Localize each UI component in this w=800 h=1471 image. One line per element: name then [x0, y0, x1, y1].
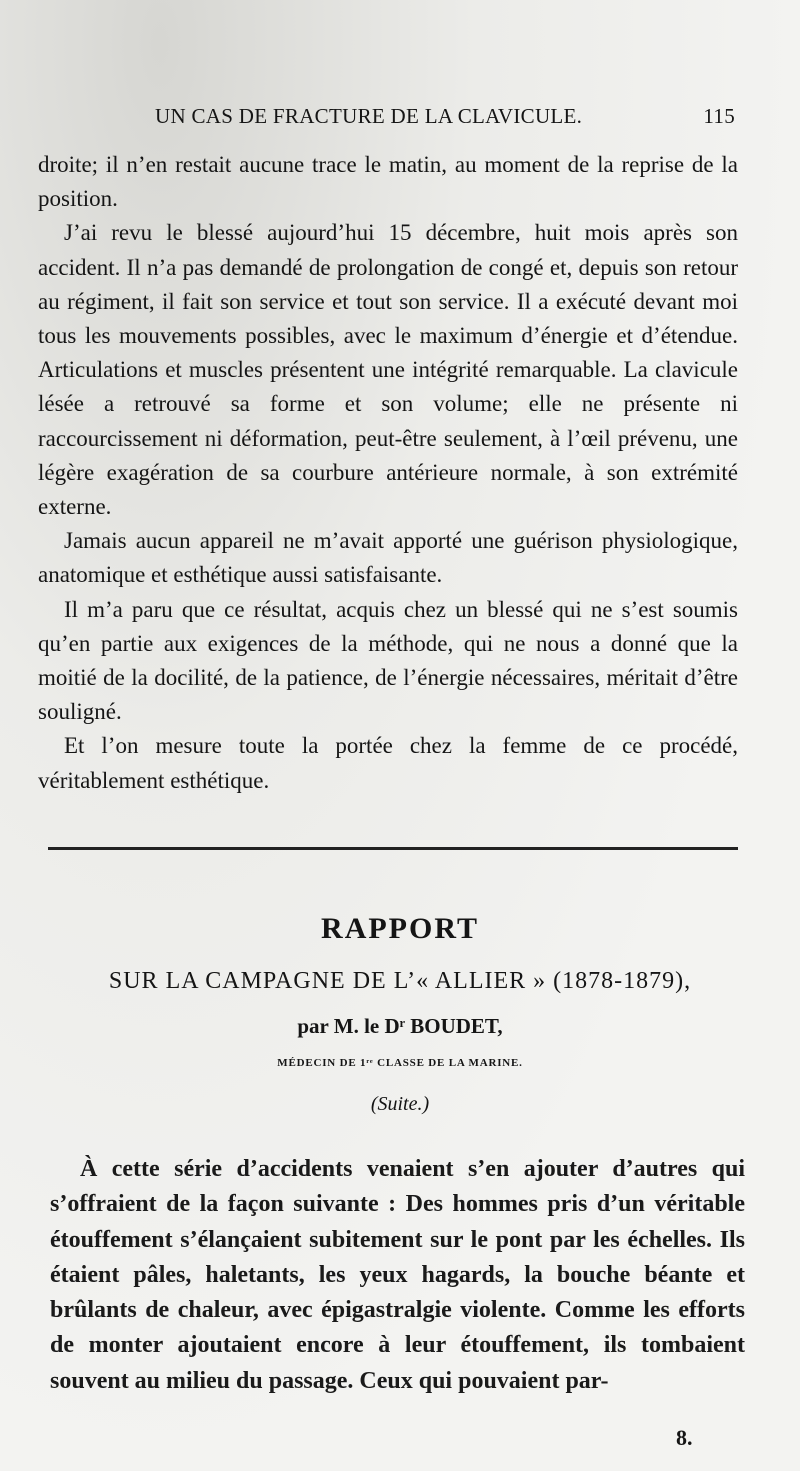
signature-mark: 8. — [676, 1425, 693, 1450]
paragraph: droite; il n’en restait aucune trace le matin, au moment de la reprise de la position. — [38, 152, 738, 212]
report-body — [50, 1152, 745, 1399]
paragraph: Jamais aucun appareil ne m’avait apporté une guérison physiologique, anatomique et esthétique aussi satisfaisante. — [38, 528, 738, 588]
paragraph: Et l’on mesure toute la portée chez la femme de ce procédé, véritablement esthétique. — [38, 733, 738, 793]
page-header — [40, 104, 735, 134]
paragraph: Il m’a paru que ce résultat, acquis chez un blessé qui ne s’est soumis qu’en partie aux exigences de la méthode, qui ne nous a donné que la moitié de la docilité, de la patience, de l’énergie nécessaires, méritait d’être souligné. — [38, 596, 738, 725]
running-title: UN CAS DE FRACTURE DE LA CLAVICULE. — [155, 104, 583, 128]
author-role: MÉDECIN DE 1ʳᵉ CLASSE DE LA MARINE. — [277, 1057, 523, 1069]
report-subtitle: SUR LA CAMPAGNE DE L’« ALLIER » (1878-1879), — [108, 968, 692, 994]
paragraph: À cette série d’accidents venaient s’en ajouter d’autres qui s’offraient de la façon suivante : Des hommes pris d’un véritable étouffement s’élançaient subitement sur le pont par les échelles. Ils étaient pâles, haletants, les yeux hagards, la bouche béante et brûlants de chaleur, avec épigastralgie violente. Comme les efforts de monter ajoutaient encore à leur étouffement, ils tombaient souvent au milieu du passage. Ceux qui pouvaient par- — [50, 1156, 745, 1394]
report-author: par M. le Dʳ BOUDET, — [297, 1014, 503, 1038]
report-title: RAPPORT — [321, 912, 479, 945]
paragraph: J’ai revu le blessé aujourd’hui 15 décembre, huit mois après son accident. Il n’a pas demandé de prolongation de congé et, depuis son retour au régiment, il fait son service et tout son service. Il a exécuté devant moi tous les mouvements possibles, avec le maximum d’énergie et d’étendue. Articulations et muscles présentent une intégrité remarquable. La clavicule lésée a retrouvé sa forme et son volume; elle ne présente ni raccourcissement ni déformation, peut-être seulement, à l’œil prévenu, une légère exagération de sa courbure antérieure normale, à son extrémité externe. — [38, 220, 738, 520]
section-divider — [48, 847, 738, 850]
article-body — [38, 148, 738, 798]
continued-label: (Suite.) — [370, 1093, 430, 1115]
page-number: 115 — [703, 104, 735, 128]
